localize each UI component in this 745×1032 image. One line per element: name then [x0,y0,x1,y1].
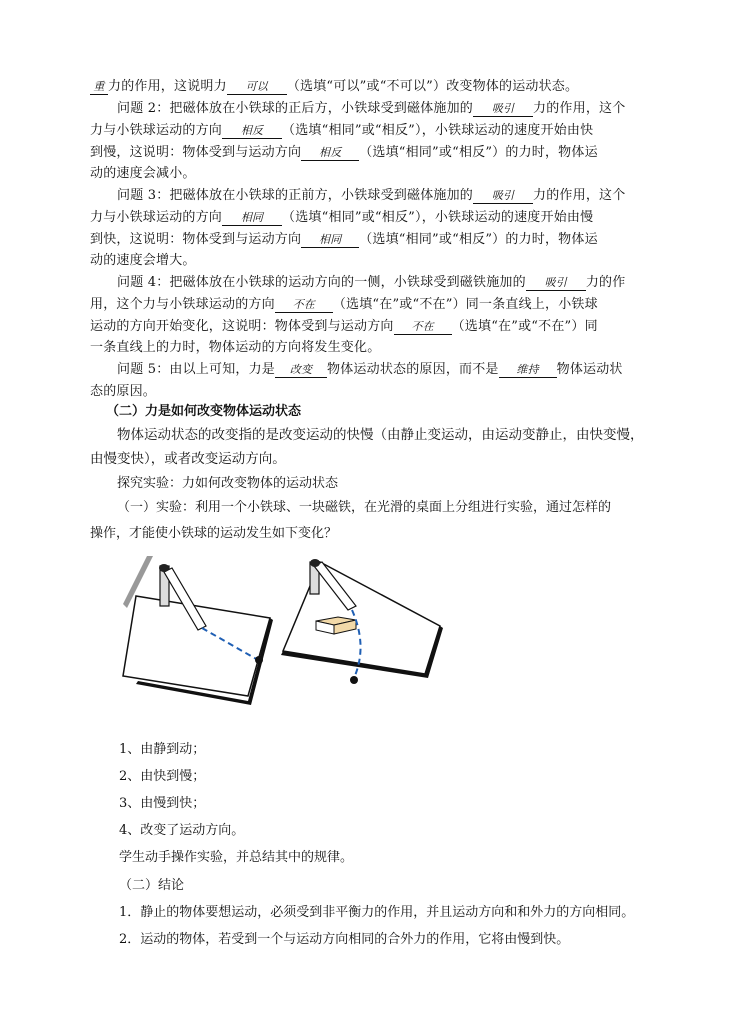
text: 力的作用，这个 [533,101,626,116]
text-line [90,252,656,269]
text-line [90,383,656,400]
text-line [90,122,656,139]
explore-title: 探究实验：力如何改变物体的运动状态 [117,476,339,491]
text: 用，这个力与小铁球运动的方向 [90,297,275,312]
paragraph-line: 由慢变快），或者改变运动方向。 [90,451,286,467]
text: 态的原因。 [90,384,157,399]
text: 力的作用，这个 [533,188,626,203]
conclusion-item: 2．运动的物体，若受到一个与运动方向相同的合外力的作用，它将由慢到快。 [119,932,570,947]
answer-blank: 吸引 [473,189,533,204]
text-line [117,100,683,117]
answer-blank: 维持 [499,363,557,378]
text: 运动的方向开始变化，这说明：物体受到与运动方向 [90,319,394,334]
text-line [90,339,656,356]
answer-blank: 相反 [301,146,359,161]
figure-right [281,559,443,684]
text: （选填“相同”或“相反”），小铁球运动的速度开始由慢 [282,210,594,225]
conclusion-item: 1．静止的物体要想运动，必须受到非平衡力的作用，并且运动方向和和外力的方向相同。 [119,905,635,920]
list-item: 2、由快到慢； [119,769,206,784]
answer-blank: 可以 [227,80,287,95]
list-item: 3、由慢到快； [119,796,206,811]
text-line [90,318,656,335]
text-line [90,296,656,313]
section-heading: （二）力是如何改变物体运动状态 [106,404,302,419]
list-item: 1、由静到动； [119,742,206,757]
text: （选填“相同”或“相反”）的力时，物体运 [359,232,598,247]
answer-blank: 吸引 [526,276,586,291]
conclusion-heading: （二）结论 [119,878,185,893]
list-item: 4、改变了运动方向。 [119,823,245,838]
ball-start [310,559,320,567]
text-line [117,361,683,378]
text: 物体运动状态的原因，而不是 [327,362,499,377]
answer-blank: 相同 [222,211,282,226]
paragraph-line: 学生动手操作实验，并总结其中的规律。 [119,850,354,865]
ball-end [350,676,358,684]
text: 问题 3：把磁体放在小铁球的正前方，小铁球受到磁体施加的 [117,188,474,203]
text: （选填“相同”或“相反”），小铁球运动的速度开始由快 [282,123,594,138]
text: （选填“相同”或“相反”）的力时，物体运 [359,145,598,160]
text: 动的速度会增大。 [90,253,196,268]
figure-left [123,556,273,705]
text: 问题 4：把磁体放在小铁球的运动方向的一侧，小铁球受到磁铁施加的 [117,275,526,290]
answer-blank: 不在 [394,320,452,335]
text: （选填“可以”或“不可以”）改变物体的运动状态。 [286,79,579,94]
paragraph-line: 物体运动状态的改变指的是改变运动的快慢（由静止变运动，由运动变静止，由快变慢， [117,427,644,443]
text: （选填“在”或“不在”）同 [451,319,598,334]
text: 物体运动状 [556,362,623,377]
answer-blank: 相反 [222,124,282,139]
text: 力的作 [585,275,626,290]
text-line [90,144,656,161]
text: 动的速度会减小。 [90,166,196,181]
text-line [117,274,683,291]
ball-end [255,656,263,664]
ball-start [159,564,169,572]
answer-blank: 吸引 [473,102,533,117]
text-line [117,187,683,204]
experiment-figures [120,556,450,716]
answer-blank: 相同 [301,233,359,248]
paragraph-line: 操作，才能使小铁球的运动发生如下变化？ [90,526,338,541]
answer-blank: 重 [90,80,108,95]
text: 到快，这说明：物体受到与运动方向 [90,232,302,247]
text: 到慢，这说明：物体受到与运动方向 [90,145,302,160]
answer-blank: 改变 [275,363,327,378]
paragraph-line: （一）实验：利用一个小铁球、一块磁铁，在光滑的桌面上分组进行实验，通过怎样的 [117,500,612,515]
text: （选填“在”或“不在”）同一条直线上，小铁球 [332,297,598,312]
answer-blank: 不在 [275,298,333,313]
text-line [90,209,656,226]
text: 问题 2：把磁体放在小铁球的正后方，小铁球受到磁体施加的 [117,101,474,116]
text: 力的作用，这说明力 [108,79,227,94]
text: 问题 5：由以上可知，力是 [117,362,276,377]
text: 一条直线上的力时，物体运动的方向将发生变化。 [90,340,381,355]
text: 力与小铁球运动的方向 [90,123,223,138]
text-line [90,231,656,248]
text-line [90,78,656,95]
text: 力与小铁球运动的方向 [90,210,223,225]
text-line [90,165,656,182]
